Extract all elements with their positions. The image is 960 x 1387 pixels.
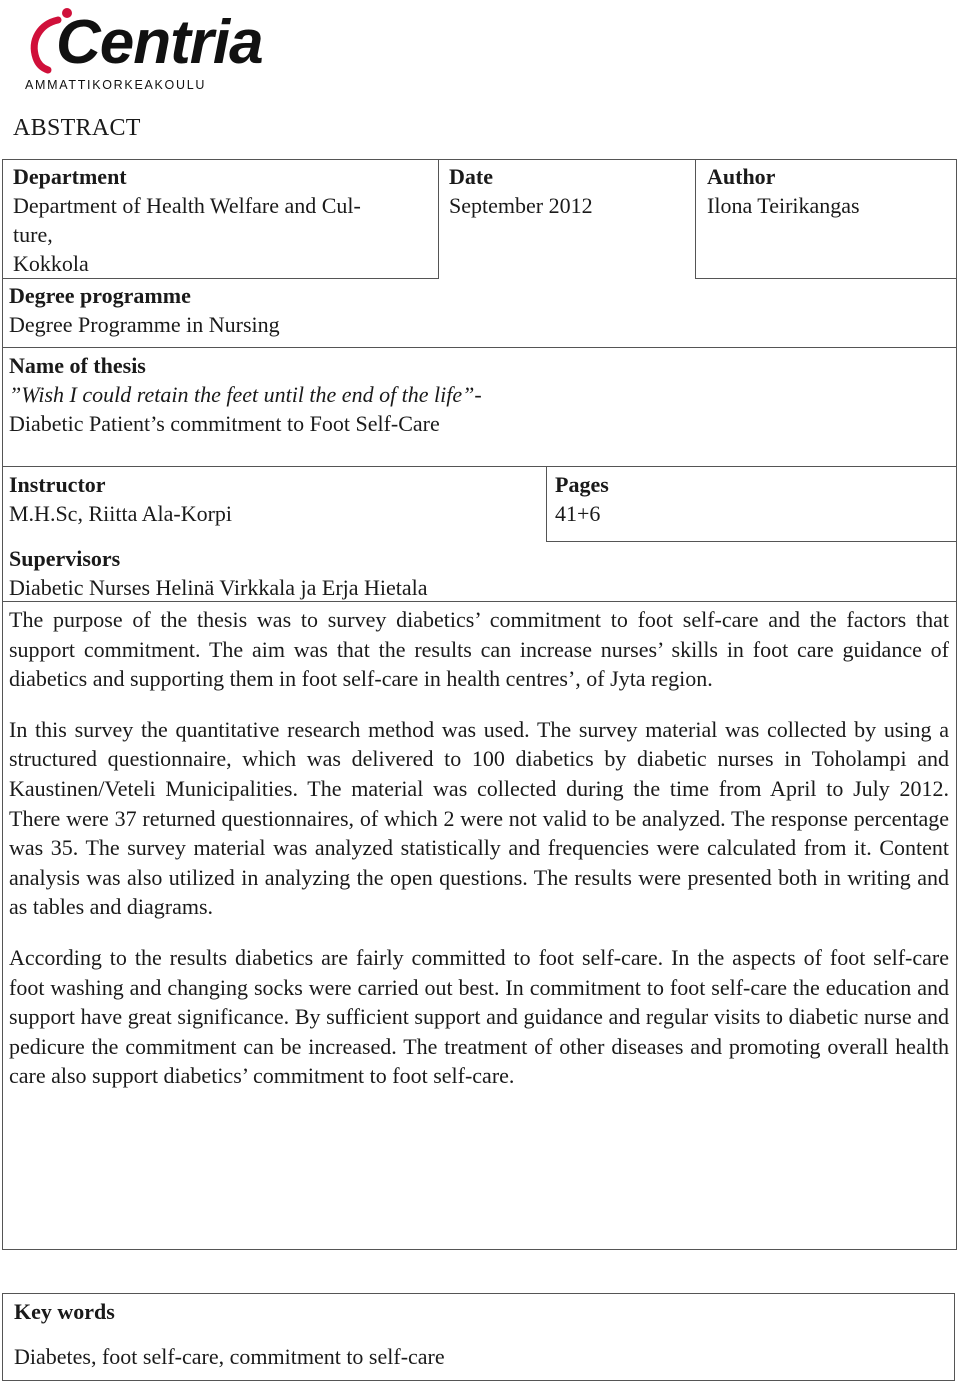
logo-wordmark: Centria bbox=[56, 8, 263, 77]
logo-subtitle: AMMATTIKORKEAKOULU bbox=[25, 78, 207, 92]
pages-label: Pages bbox=[555, 472, 609, 497]
abstract-paragraph-2: In this survey the quantitative research method was used. The survey material was collected by using a structured questionnaire, which was delivered to 100 diabetics by diabetic nurses in Toholampi and Kaustinen/Veteli Municipalities. The material was collected during the time from April to July 2012. There were 37 returned questionnaires, of which 2 were not valid to be analyzed. The response percentage was 35. The survey material was analyzed statistically and frequencies were calculated from it. Content analysis was also utilized in analyzing the open questions. The results were presented both in writing and as tables and diagrams. bbox=[9, 716, 949, 920]
department-line-1: Department of Health Welfare and Cul- bbox=[13, 193, 361, 218]
keywords-label: Key words bbox=[14, 1299, 115, 1324]
page-title: ABSTRACT bbox=[13, 115, 141, 141]
keywords-cell bbox=[14, 1296, 934, 1372]
supervisors-label: Supervisors bbox=[9, 546, 121, 571]
instructor-value: M.H.Sc, Riitta Ala-Korpi bbox=[9, 501, 233, 526]
degree-programme-cell bbox=[9, 281, 909, 339]
abstract-paragraph-3: According to the results diabetics are fairly committed to foot self-care. In the aspects of foot self-care foot washing and changing socks were carried out best. In commitment to foot self-care the education and support have great significance. By sufficient support and guidance and regular visits to diabetic nurse and pedicure the commitment can be increased. The treatment of other diseases and promoting overall health care also support diabetics’ commitment to foot self-care. bbox=[9, 944, 949, 1089]
keywords-value: Diabetes, foot self-care, commitment to self-care bbox=[14, 1344, 445, 1369]
thesis-title-line bbox=[9, 380, 939, 409]
thesis-title-dash: - bbox=[474, 382, 482, 407]
author-value: Ilona Teirikangas bbox=[707, 193, 860, 218]
thesis-subtitle: Diabetic Patient’s commitment to Foot Self-Care bbox=[9, 411, 440, 436]
department-line-2: ture, bbox=[13, 222, 53, 247]
pages-value: 41+6 bbox=[555, 501, 601, 526]
thesis-label: Name of thesis bbox=[9, 353, 146, 378]
instructor-label: Instructor bbox=[9, 472, 106, 497]
supervisors-cell bbox=[9, 544, 939, 602]
instructor-cell bbox=[9, 470, 539, 528]
centria-logo bbox=[18, 6, 268, 92]
thesis-title: ”Wish I could retain the feet until the end of the life” bbox=[9, 382, 475, 407]
department-label: Department bbox=[13, 164, 127, 189]
abstract-body bbox=[9, 605, 949, 1112]
degree-programme-label: Degree programme bbox=[9, 283, 191, 308]
pages-cell bbox=[555, 470, 945, 528]
department-line-3: Kokkola bbox=[13, 251, 89, 276]
keywords-box bbox=[2, 1293, 955, 1381]
degree-programme-value: Degree Programme in Nursing bbox=[9, 312, 280, 337]
abstract-paragraph-1: The purpose of the thesis was to survey diabetics’ commitment to foot self-care and the factors that support commitment. The aim was that the results can increase nurses’ skills in foot care guidance of diabetics and supporting them in foot self-care in health centres’, of Jyta region. bbox=[9, 607, 949, 692]
author-cell bbox=[707, 162, 952, 220]
date-cell bbox=[449, 162, 689, 220]
date-value: September 2012 bbox=[449, 193, 593, 218]
thesis-cell bbox=[9, 351, 939, 438]
supervisors-value: Diabetic Nurses Helinä Virkkala ja Erja Hietala bbox=[9, 575, 428, 600]
date-label: Date bbox=[449, 164, 493, 189]
department-cell bbox=[13, 162, 433, 278]
author-label: Author bbox=[707, 164, 776, 189]
